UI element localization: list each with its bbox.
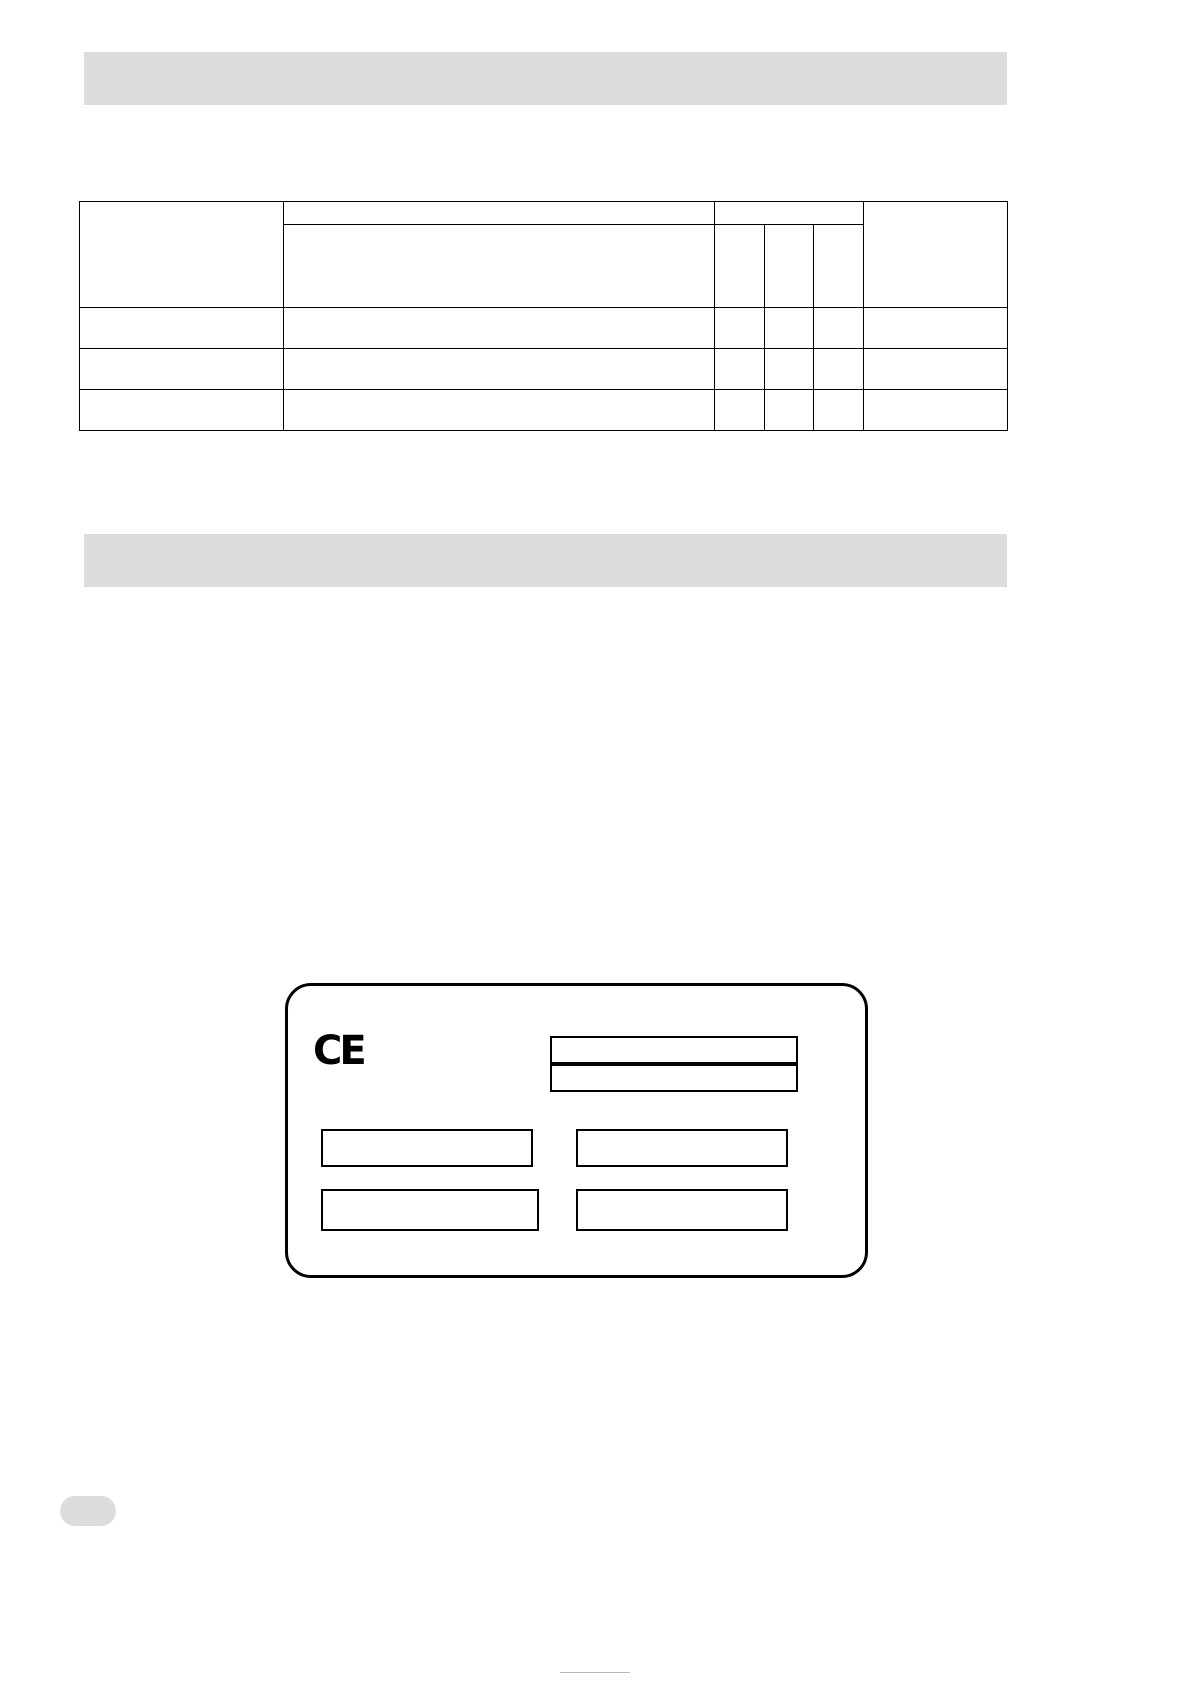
table-header-cell-units <box>863 202 1008 308</box>
table-cell-unit <box>863 349 1008 390</box>
rating-plate-field-serial <box>550 1064 798 1092</box>
rating-plate-field-left-2 <box>321 1189 539 1231</box>
table-cell-value-2 <box>764 349 813 390</box>
rating-plate-illustration <box>285 983 868 1278</box>
table-cell-category <box>80 390 284 431</box>
table-cell-category <box>80 349 284 390</box>
table-header-cell-values <box>715 202 863 225</box>
rating-plate-field-left-1 <box>321 1129 533 1167</box>
section-band-specifications <box>84 52 1007 105</box>
table-header-row-1 <box>80 202 1008 225</box>
table-cell-description <box>284 308 715 349</box>
section-band-rating-plate <box>84 534 1007 587</box>
rating-plate-field-right-2 <box>576 1189 788 1231</box>
table-row <box>80 349 1008 390</box>
table-cell-description <box>284 349 715 390</box>
table-cell-description <box>284 390 715 431</box>
table-cell-value-1 <box>715 349 764 390</box>
table-row <box>80 390 1008 431</box>
rating-plate-field-right-1 <box>576 1129 788 1167</box>
table-subheader-cell-1 <box>715 225 764 308</box>
table-cell-value-1 <box>715 308 764 349</box>
table-cell-category <box>80 308 284 349</box>
table-cell-value-1 <box>715 390 764 431</box>
table-header-cell-category <box>80 202 284 308</box>
table-subheader-cell-description <box>284 225 715 308</box>
table-cell-value-3 <box>814 349 863 390</box>
table-cell-value-2 <box>764 390 813 431</box>
table-cell-unit <box>863 308 1008 349</box>
footer-divider <box>560 1672 630 1673</box>
page-number-badge <box>60 1496 116 1526</box>
table-subheader-cell-2 <box>764 225 813 308</box>
table-cell-value-3 <box>814 308 863 349</box>
table-subheader-cell-3 <box>814 225 863 308</box>
rating-plate-field-model <box>550 1036 798 1064</box>
ce-mark-icon: CE <box>313 1028 364 1074</box>
table-cell-value-2 <box>764 308 813 349</box>
table-cell-value-3 <box>814 390 863 431</box>
table-header-cell-description <box>284 202 715 225</box>
specifications-table <box>79 201 1008 431</box>
table-cell-unit <box>863 390 1008 431</box>
table-row <box>80 308 1008 349</box>
